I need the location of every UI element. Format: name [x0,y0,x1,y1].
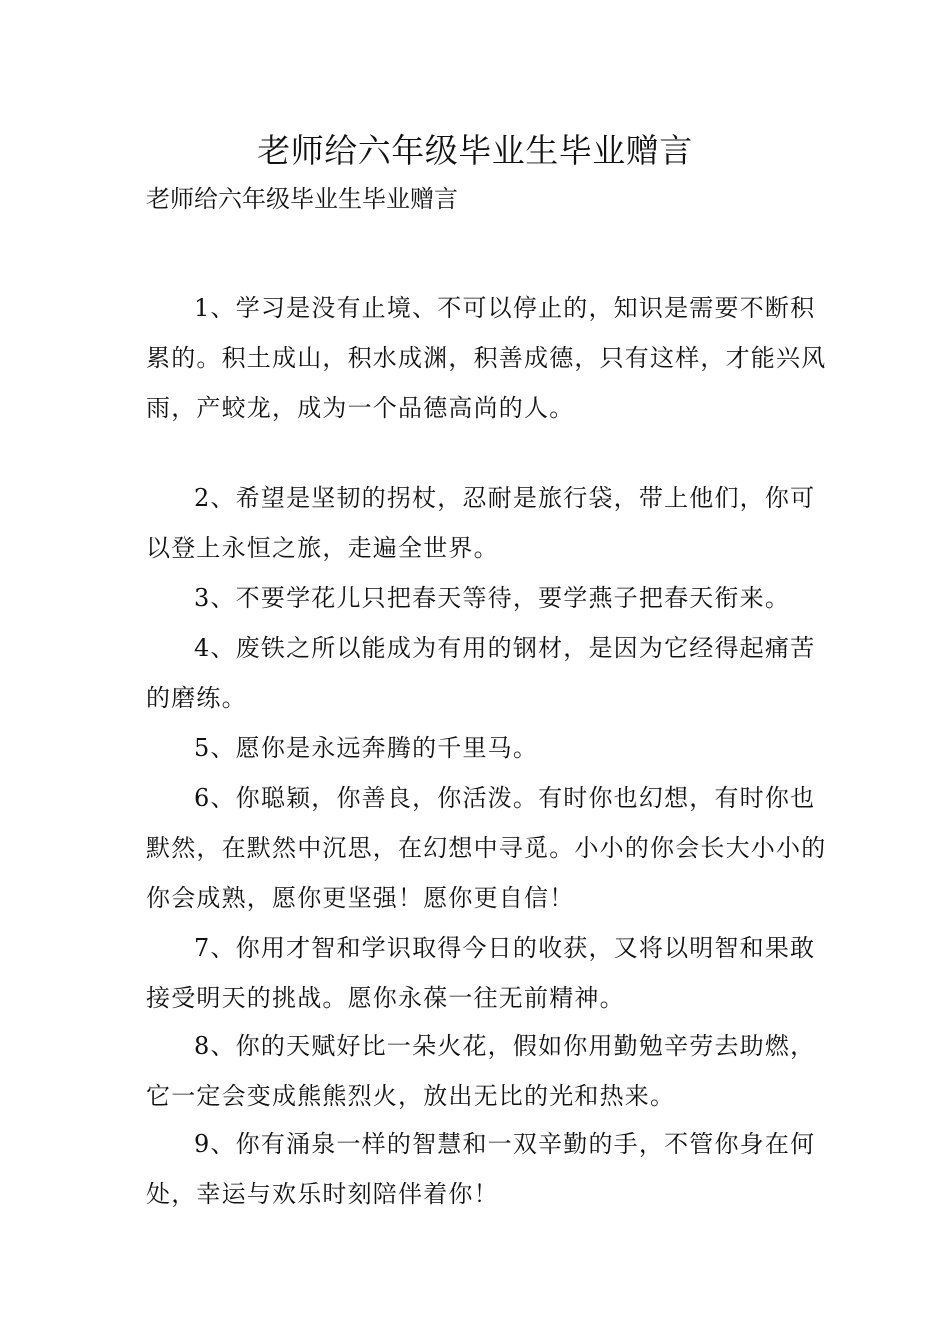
document-subtitle: 老师给六年级毕业生毕业赠言 [146,185,458,213]
paragraph-9: 9、你有涌泉一样的智慧和一双辛勤的手，不管你身在何处，幸运与欢乐时刻陪伴着你！ [146,1130,816,1208]
paragraph-6: 6、你聪颖，你善良，你活泼。有时你也幻想，有时你也默然，在默然中沉思，在幻想中寻觅。小小的你会长大小小的你会成熟，愿你更坚强！愿你更自信！ [146,784,827,912]
paragraph-8: 8、你的天赋好比一朵火花，假如你用勤勉辛劳去助燃，它一定会变成熊熊烈火，放出无比的光和热来。 [146,1032,816,1110]
paragraph-4: 4、废铁之所以能成为有用的钢材，是因为它经得起痛苦的磨练。 [146,634,816,712]
paragraph-2: 2、希望是坚韧的拐杖，忍耐是旅行袋，带上他们，你可以登上永恒之旅，走遍全世界。 [146,484,816,562]
paragraph-3: 3、不要学花儿只把春天等待，要学燕子把春天衔来。 [194,584,791,612]
document-title: 老师给六年级毕业生毕业赠言 [257,131,693,170]
paragraph-1: 1、学习是没有止境、不可以停止的，知识是需要不断积累的。积土成山，积水成渊，积善成德，只有这样，才能兴风雨，产蛟龙，成为一个品德高尚的人。 [146,294,827,422]
paragraph-7: 7、你用才智和学识取得今日的收获，又将以明智和果敢接受明天的挑战。愿你永葆一往无前精神。 [146,934,816,1012]
paragraph-5: 5、愿你是永远奔腾的千里马。 [194,734,539,762]
